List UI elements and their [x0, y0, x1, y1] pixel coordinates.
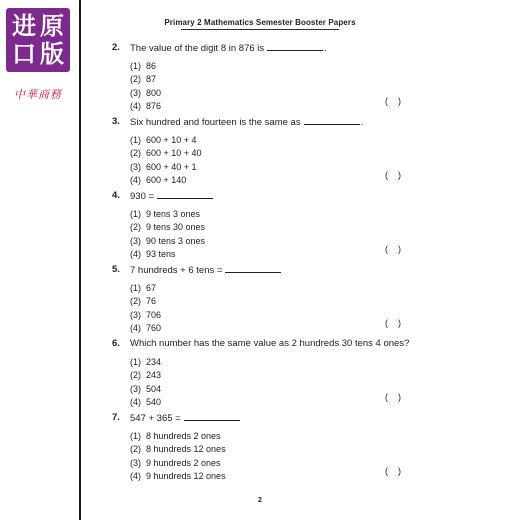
option-text: 93 tens [146, 249, 176, 260]
option [130, 396, 161, 410]
option [130, 456, 226, 470]
question-number: 2. [112, 42, 120, 53]
option-text: 760 [146, 323, 162, 334]
option-list [130, 429, 226, 483]
option-text: 504 [146, 383, 162, 394]
option-text: 600 + 10 + 40 [146, 148, 202, 159]
option [130, 86, 161, 100]
option [130, 308, 161, 322]
question-text: Six hundred and fourteen is the same as [130, 117, 301, 128]
option-marker: (1) [130, 430, 141, 441]
option-marker: (2) [130, 444, 141, 455]
option-marker: (4) [130, 101, 141, 112]
question-text: The value of the digit 8 in 876 is [130, 43, 265, 54]
option [130, 382, 161, 396]
question-number: 6. [112, 338, 120, 349]
question-text-end: . [324, 43, 327, 54]
option [130, 322, 161, 336]
answer-blank[interactable] [225, 264, 281, 273]
badge-char: 进 [12, 12, 36, 40]
option-marker: (4) [130, 249, 141, 260]
badge-char: 原 [40, 12, 64, 40]
option-marker: (4) [130, 397, 141, 408]
page-header-title: Primary 2 Mathematics Semester Booster Papers [164, 18, 356, 27]
question-stem [130, 412, 241, 424]
option-text: 67 [146, 282, 157, 293]
option [130, 369, 161, 383]
option [130, 295, 161, 309]
original-import-badge [6, 8, 70, 72]
option-marker: (4) [130, 323, 141, 334]
answer-bracket[interactable]: ( ) [385, 244, 401, 254]
question-stem [130, 264, 282, 276]
answer-bracket[interactable]: ( ) [385, 466, 401, 476]
option-text: 9 tens 30 ones [146, 222, 206, 233]
option [130, 147, 202, 161]
question-stem [130, 338, 409, 349]
question-number: 3. [112, 116, 120, 127]
answer-bracket[interactable]: ( ) [385, 392, 401, 402]
option [130, 248, 205, 262]
publisher-logo: 中華商務 [14, 88, 62, 101]
answer-blank[interactable] [267, 42, 323, 51]
option-marker: (1) [130, 282, 141, 293]
option [130, 59, 161, 73]
option [130, 355, 161, 369]
option-list [130, 207, 205, 261]
option-marker: (3) [130, 309, 141, 320]
option-text: 876 [146, 101, 162, 112]
option [130, 73, 161, 87]
option-marker: (3) [130, 383, 141, 394]
page-number: 2 [258, 497, 262, 504]
question-number: 4. [112, 190, 120, 201]
question-stem [130, 190, 214, 202]
option [130, 100, 161, 114]
option-text: 600 + 40 + 1 [146, 161, 197, 172]
option-marker: (2) [130, 74, 141, 85]
question-number: 5. [112, 264, 120, 275]
question-text: 7 hundreds + 6 tens = [130, 265, 223, 276]
option [130, 160, 202, 174]
option-marker: (3) [130, 87, 141, 98]
badge-char: 版 [40, 40, 64, 68]
answer-blank[interactable] [304, 116, 360, 125]
option-marker: (4) [130, 175, 141, 186]
question-number: 7. [112, 412, 120, 423]
option-marker: (2) [130, 222, 141, 233]
option-text: 8 hundreds 12 ones [146, 444, 226, 455]
option-text: 9 hundreds 2 ones [146, 457, 221, 468]
question-text-end: . [360, 117, 364, 128]
option-text: 76 [146, 296, 157, 307]
option-marker: (1) [130, 60, 141, 71]
header-underline [181, 29, 339, 30]
question-text: 547 + 365 = [130, 413, 181, 424]
answer-blank[interactable] [184, 412, 240, 421]
option [130, 429, 226, 443]
option [130, 281, 161, 295]
option-marker: (4) [130, 471, 141, 482]
option-marker: (3) [130, 161, 141, 172]
option [130, 443, 226, 457]
option-text: 9 hundreds 12 ones [146, 471, 226, 482]
option-text: 600 + 10 + 4 [146, 134, 197, 145]
question-text: 930 = [130, 191, 155, 202]
option-text: 86 [146, 60, 157, 71]
option-marker: (3) [130, 457, 141, 468]
option-text: 234 [146, 356, 162, 367]
option [130, 221, 205, 235]
option-list [130, 59, 161, 113]
option-list [130, 281, 161, 335]
answer-blank[interactable] [157, 190, 213, 199]
option [130, 207, 205, 221]
answer-bracket[interactable]: ( ) [385, 96, 401, 106]
option-text: 800 [146, 87, 162, 98]
option-text: 243 [146, 370, 162, 381]
option-text: 600 + 140 [146, 175, 187, 186]
option-marker: (1) [130, 356, 141, 367]
option [130, 234, 205, 248]
option-text: 540 [146, 397, 162, 408]
option [130, 133, 202, 147]
option-list [130, 355, 161, 409]
option-text: 87 [146, 74, 157, 85]
badge-char: 口 [12, 40, 36, 68]
option-marker: (1) [130, 208, 141, 219]
answer-bracket[interactable]: ( ) [385, 318, 401, 328]
option-text: 8 hundreds 2 ones [146, 430, 221, 441]
option [130, 174, 202, 188]
option [130, 470, 226, 484]
option-text: 9 tens 3 ones [146, 208, 201, 219]
page-edge [79, 0, 81, 520]
question-stem [130, 116, 363, 128]
answer-bracket[interactable]: ( ) [385, 170, 401, 180]
question-text: Which number has the same value as 2 hundreds 30 tens 4 ones? [130, 338, 410, 349]
option-marker: (2) [130, 148, 141, 159]
option-text: 90 tens 3 ones [146, 235, 206, 246]
option-text: 706 [146, 309, 162, 320]
option-list [130, 133, 202, 187]
question-stem [130, 42, 327, 54]
option-marker: (2) [130, 370, 141, 381]
option-marker: (3) [130, 235, 141, 246]
option-marker: (1) [130, 134, 141, 145]
option-marker: (2) [130, 296, 141, 307]
